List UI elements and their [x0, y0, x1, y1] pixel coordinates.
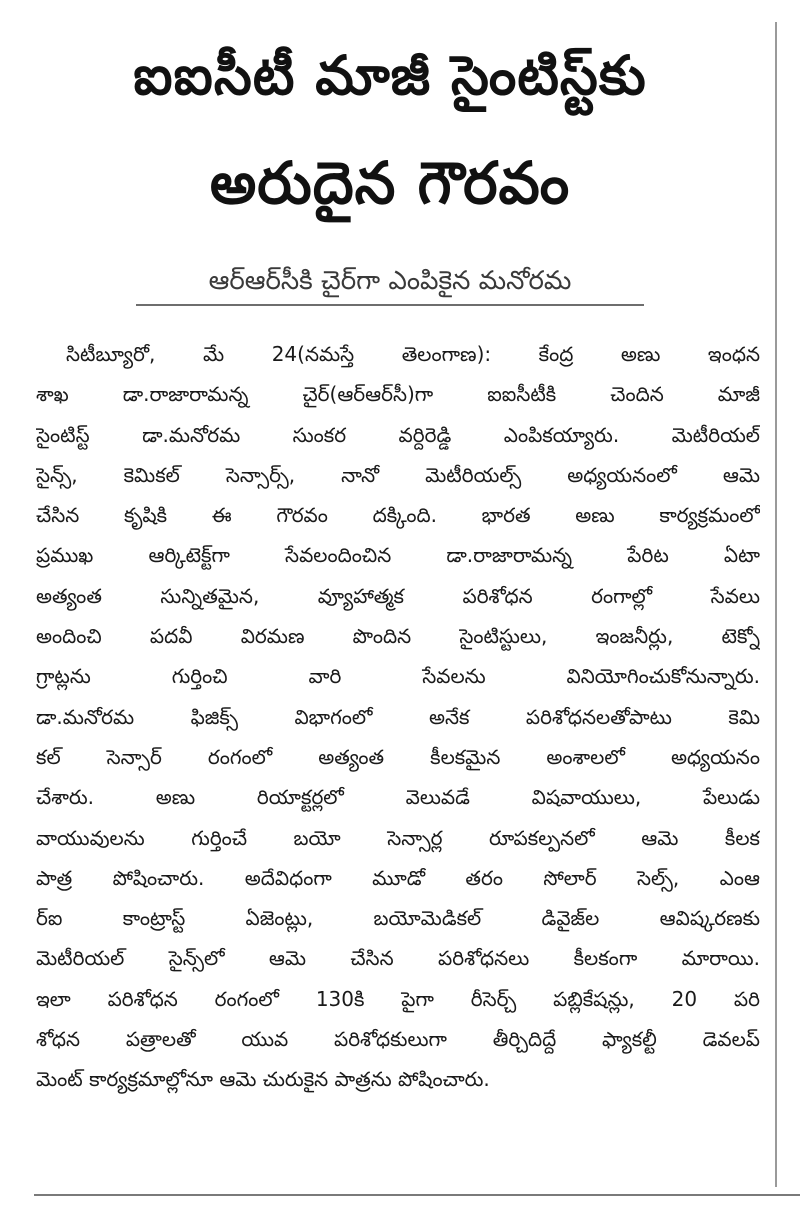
body-line: పాత్ర పోషించారు. అదేవిధంగా మూడో తరం సోలార్‌ సెల్స్‌, ఎంఆ: [36, 865, 760, 890]
body-line: ప్రముఖ ఆర్కిటెక్ట్‌గా సేవలందించిన డా.రాజారామన్న పేరిట ఏటా: [36, 543, 760, 568]
column-divider: [775, 22, 777, 1187]
body-line: డా.మనోరమ ఫిజిక్స్‌ విభాగంలో అనేక పరిశోధనలతోపాటు కెమి: [36, 704, 760, 729]
body-line: చేశారు. అణు రియాక్టర్లలో వెలువడే విషవాయులు, పేలుడు: [36, 785, 760, 810]
body-line: అత్యంత సున్నితమైన, వ్యూహాత్మక పరిశోధన రంగాల్లో సేవలు: [36, 583, 760, 608]
body-line: మెటీరియల్‌ సైన్స్‌లో ఆమె చేసిన పరిశోధనలు కీలకంగా మారాయి.: [36, 946, 760, 971]
body-line: వాయువులను గుర్తించే బయో సెన్సార్ల రూపకల్పనలో ఆమె కీలక: [36, 825, 760, 850]
body-line: గ్రాట్లను గుర్తించి వారి సేవలను వినియోగించుకోనున్నారు.: [36, 664, 760, 689]
subheadline: ఆర్‌ఆర్‌సీకి చైర్‌గా ఎంపికైన మనోరమ: [208, 266, 572, 296]
subheadline-underline: [136, 304, 644, 306]
body-line: శోధన పత్రాలతో యువ పరిశోధకులుగా తీర్చిదిద్దే ఫ్యాకల్టీ డెవలప్‌: [36, 1027, 760, 1052]
body-line: మెంట్‌ కార్యక్రమాల్లోనూ ఆమె చురుకైన పాత్రను పోషించారు.: [36, 1067, 490, 1092]
body-line: అందించి పదవీ విరమణ పొందిన సైంటిస్టులు, ఇంజనీర్లు, టెక్నో: [36, 624, 760, 649]
body-line: ఇలా పరిశోధన రంగంలో 130కి పైగా రీసెర్చ్‌ పబ్లికేషన్లు, 20 పరి: [36, 986, 760, 1011]
body-line: సిటీబ్యూరో, మే 24(నమస్తే తెలంగాణ): కేంద్ర అణు ఇంధన: [66, 342, 760, 366]
body-line: సైంటిస్ట్‌ డా.మనోరమ సుంకర వర్దిరెడ్డి ఎంపికయ్యారు. మెటీరియల్‌: [36, 422, 760, 447]
headline-line-1: ఐఐసీటీ మాజీ సైంటిస్ట్‌కు: [133, 44, 647, 107]
body-line: సైన్స్‌, కెమికల్‌ సెన్సార్స్‌, నానో మెటీరియల్స్‌ అధ్యయనంలో ఆమె: [36, 462, 760, 487]
bottom-divider: [34, 1194, 800, 1196]
body-line: కల్‌ సెన్సార్‌ రంగంలో అత్యంత కీలకమైన అంశాలలో అధ్యయనం: [36, 744, 760, 769]
body-line: శాఖ డా.రాజారామన్న చైర్‌(ఆర్‌ఆర్‌సీ)గా ఐఐసీటీకి చెందిన మాజీ: [36, 382, 760, 407]
article-body: [36, 334, 760, 1100]
body-line: ర్‌ఐ కాంట్రాస్ట్‌ ఏజెంట్లు, బయోమెడికల్‌ డివైజ్‌ల ఆవిష్కరణకు: [36, 906, 760, 931]
body-line: చేసిన కృషికి ఈ గౌరవం దక్కింది. భారత అణు కార్యక్రమంలో: [36, 503, 760, 528]
headline-line-2: అరుదైన గౌరవం: [209, 149, 571, 217]
